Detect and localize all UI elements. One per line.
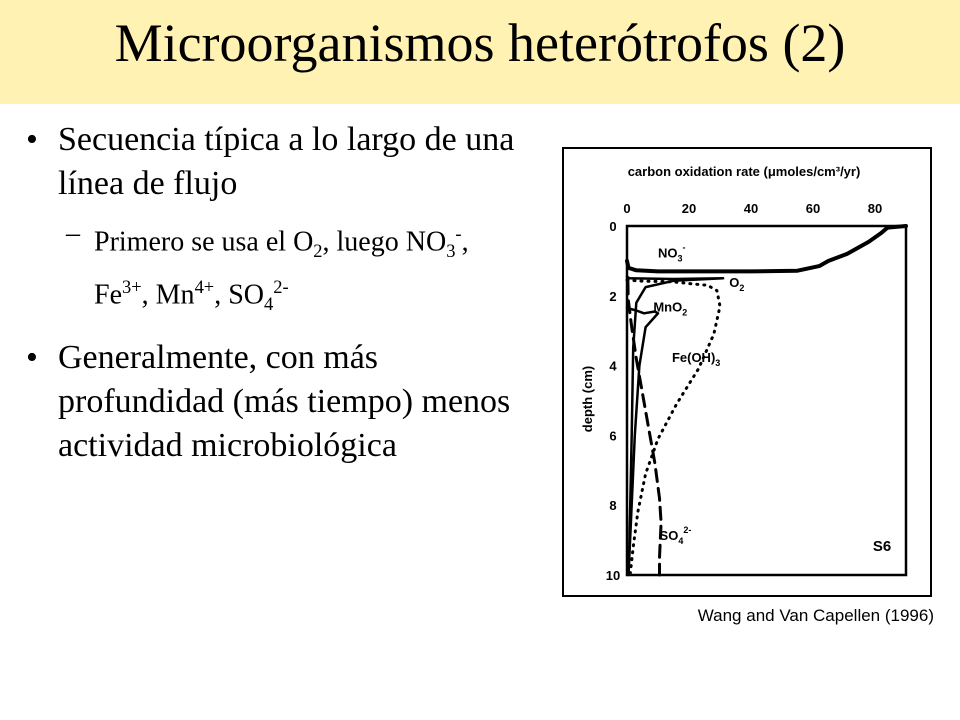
bullet-list [24,118,524,468]
y-tick-label: 4 [609,358,617,374]
bullet-mark: • [26,121,38,158]
series-label: $Fe(OH)_3$ [671,350,721,369]
panel-label: S6 [872,538,892,555]
sub-bullet-item [24,216,524,322]
bullet-text: Secuencia típica a lo largo de una línea de flujo [58,121,515,202]
bullet-item [24,336,524,468]
y-tick-label: 10 [605,568,621,583]
bullet-mark: • [26,338,38,376]
sub-text-4: , Mn [141,279,195,311]
y-tick-label: 0 [609,219,617,234]
x-tick-label: 0 [623,201,631,216]
x-tick-group [623,201,882,216]
y-tick-label: 6 [609,428,617,444]
series-label-layer [653,242,744,546]
dash-mark: – [66,218,80,249]
no3-sup: - [455,224,462,244]
so4-sup: 2- [273,276,289,297]
depth-profile-chart [564,149,930,595]
so4-sub: 4 [264,293,274,314]
series-label: MnO$_2$ [653,299,688,318]
figure-frame [562,147,932,597]
sub-text-3: , Fe [94,226,469,311]
y-tick-group [606,219,620,583]
y-tick-label: 8 [609,498,617,514]
mn-sup: 4+ [194,276,215,297]
figure-credit: Wang and Van Capellen (1996) [697,606,934,625]
series-layer [627,226,906,575]
sub-text-1: Primero se usa el O [94,226,314,258]
x-tick-label: 80 [867,201,883,216]
o2-sub: 2 [313,240,323,261]
series-label: $NO_3^-$ [658,242,686,264]
series-label: $O_2$ [729,275,745,294]
bullet-text: Generalmente, con más profundidad (más tiempo) menos actividad microbiológica [58,338,511,464]
x-tick-label: 60 [805,201,821,216]
y-tick-label: 2 [609,288,617,304]
series-label: $SO_4^{2-}$ [659,525,692,547]
y-axis-label: depth (cm) [580,365,595,433]
x-tick-label: 40 [743,201,759,216]
bullet-item [24,118,524,206]
chart-title: carbon oxidation rate (μmoles/cm³/yr) [627,164,861,179]
no3-sub: 3 [446,240,456,261]
sub-text-5: , SO [214,279,265,311]
slide-title: Microorganismos heterótrofos (2) [114,13,846,73]
x-tick-label: 20 [681,201,697,216]
sub-text-2: , luego NO [322,226,447,258]
fe-sup: 3+ [122,276,142,297]
